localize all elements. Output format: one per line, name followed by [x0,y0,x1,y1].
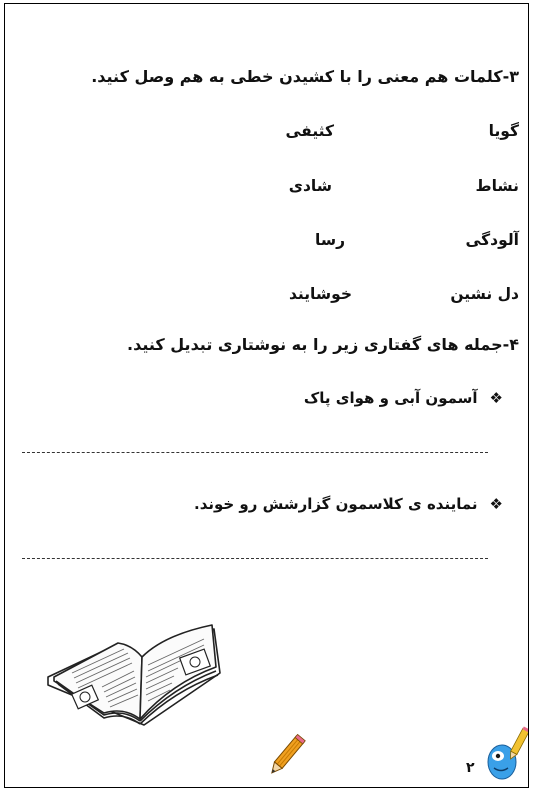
right-word-3: آلودگی [465,231,519,249]
answer-line-1[interactable] [22,452,488,453]
left-word-4: خوشایند [288,285,352,303]
pencil-icon [264,732,308,780]
right-word-1: گویا [488,122,519,140]
open-book-icon [44,615,224,740]
left-word-3: رسا [315,231,345,249]
answer-line-2[interactable] [22,558,488,559]
right-word-2: نشاط [475,177,519,195]
question-4-item-2 [194,495,503,513]
item-1-text: آسمون آبی و هوای پاک [303,389,478,407]
left-word-2: شادی [288,177,332,195]
bullet-icon: ❖ [489,389,503,407]
right-word-4: دل نشین [450,285,519,303]
question-4-item-1 [304,389,503,407]
bullet-icon: ❖ [489,495,503,513]
item-2-text: نماینده ی کلاسمون گزارشش رو خوند. [194,495,478,513]
question-4-title: ۴-جمله های گفتاری زیر را به نوشتاری تبدیل کنید. [127,335,519,354]
page-number: ۲ [466,760,475,776]
blue-pencil-character-icon [484,726,528,784]
left-word-1: کثیفی [285,122,334,140]
question-3-title: ۳-کلمات هم معنی را با کشیدن خطی به هم وصل کنید. [91,67,519,86]
